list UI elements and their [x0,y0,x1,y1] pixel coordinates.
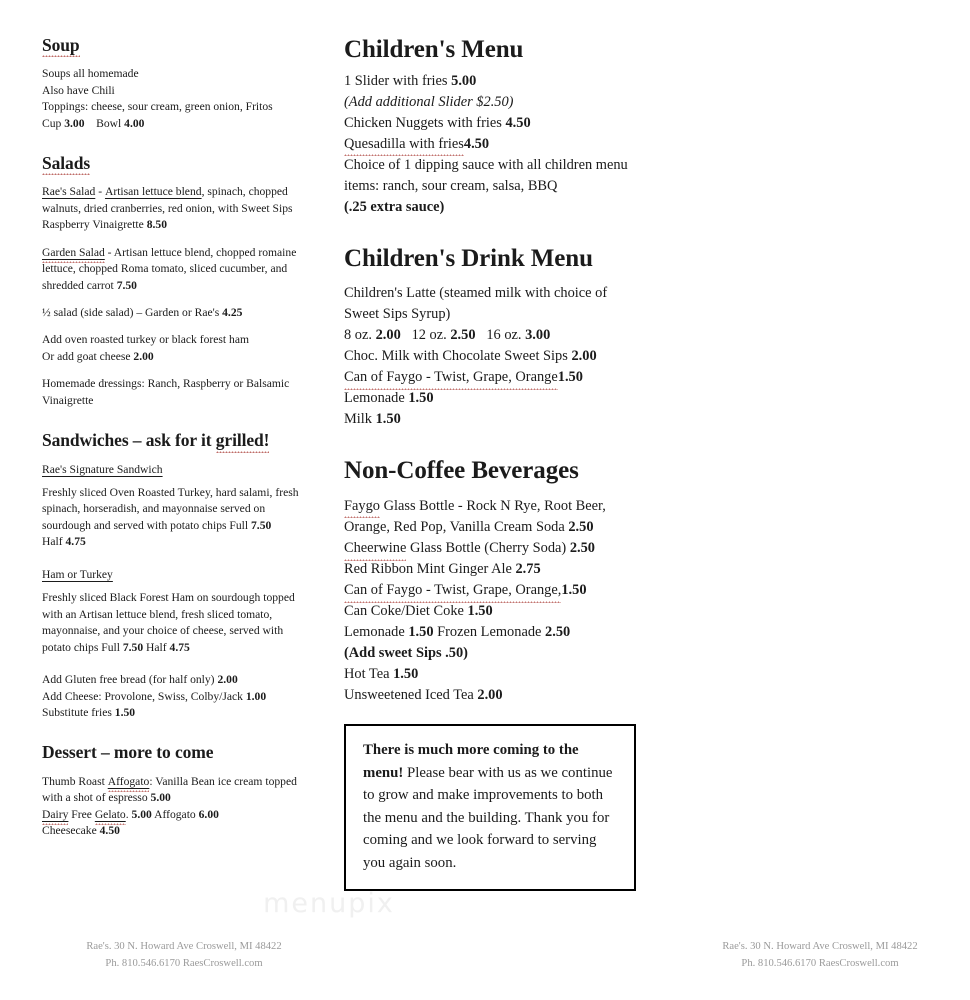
latte-size-8oz-label: 8 oz. [344,327,376,344]
footer-right-address: Rae's. 30 N. Howard Ave Croswell, MI 48422 [722,941,918,953]
ham-turkey-half-label: Half [143,640,170,654]
soup-bowl-price: 4.00 [124,116,145,130]
frozen-lemonade-price: 2.50 [545,624,571,641]
dipping-sauce-note: Choice of 1 dipping sauce with all children menu items: ranch, sour cream, salsa, BBQ [344,156,628,194]
gelato-price: 5.00 [131,807,152,821]
gelato-dairy: Dairy [42,807,68,823]
garden-salad-name: Garden Salad [42,245,105,261]
signature-sandwich-desc: Freshly sliced Oven Roasted Turkey, hard salami, fresh spinach, horseradish, and mayonnaise served on sourdough and served with potato chips Full [42,486,299,532]
footer-left [34,939,334,972]
choc-milk-text: Choc. Milk with Chocolate Sweet Sips [344,348,572,365]
can-coke-text: Can Coke/Diet Coke [344,603,468,620]
gelato-affogato-price: 6.00 [198,807,219,821]
raes-salad-name: Rae's Salad [42,185,96,199]
cheesecake-price: 4.50 [99,824,120,838]
non-coffee-items [344,496,636,706]
ham-turkey-name: Ham or Turkey [42,567,113,581]
notice-headline: There is much more coming to the menu! [363,742,579,781]
menu-item-raes-salad [42,184,304,233]
lemonade-text: Lemonade [344,624,409,641]
soup-cup-price: 3.00 [64,116,85,130]
gelato-affogato-label: Affogato [151,807,199,821]
right-column [330,0,918,1000]
extra-fries-text: Substitute fries [42,705,115,719]
sandwiches-heading-grilled: grilled! [215,430,270,451]
latte-size-16oz-label: 16 oz. [486,327,526,344]
menupix-watermark: menupix [263,888,395,919]
childrens-drinks-items [344,283,636,430]
hot-tea-text: Hot Tea [344,666,394,683]
cheerwine-desc: Glass Bottle (Cherry Soda) [406,540,570,556]
section-heading-dessert [42,743,304,762]
menu-item-half-salad [42,305,304,321]
section-heading-childrens-drinks: Children's Drink Menu [344,244,593,272]
salad-addons [42,332,304,365]
menu-item-signature-sandwich [42,462,304,478]
additional-slider-note: (Add additional Slider $2.50) [344,93,514,110]
choc-milk-price: 2.00 [571,348,597,365]
section-heading-soup [42,36,304,55]
soup-details [42,66,304,132]
gelato-free: Free [68,807,95,821]
can-coke-price: 1.50 [467,603,493,620]
signature-sandwich-name: Rae's Signature Sandwich [42,462,163,476]
left-column [0,0,330,1000]
latte-size-8oz-price: 2.00 [375,327,401,344]
raes-salad-price: 8.50 [146,218,167,232]
ginger-ale-price: 2.75 [515,561,541,578]
ham-turkey-full-price: 7.50 [122,640,144,654]
extra-fries-price: 1.50 [114,705,136,719]
salad-addon-meat: Add oven roasted turkey or black forest ham [42,333,250,347]
kids-lemonade-text: Lemonade [344,390,409,407]
gelato-name: Gelato [95,807,126,823]
soup-line-1: Soups all homemade [42,67,139,81]
extra-cheese-text: Add Cheese: Provolone, Swiss, Colby/Jack [42,689,246,703]
soup-bowl-label: Bowl [96,116,122,130]
menu-item-ham-or-turkey [42,567,304,583]
half-salad-price: 4.25 [222,306,243,320]
footer-right-contact: Ph. 810.546.6170 RaesCroswell.com [741,957,899,969]
affogato-price: 5.00 [150,791,171,805]
quesadilla-text: Quesadilla with fries [344,134,464,155]
footer-right [670,939,970,972]
salad-dressings: Homemade dressings: Ranch, Raspberry or Balsamic Vinaigrette [42,377,290,407]
extra-sauce-note: (.25 extra sauce) [344,198,445,215]
quesadilla-price: 4.50 [463,135,490,152]
soup-line-3: Toppings: cheese, sour cream, green onion, Fritos [42,100,273,114]
signature-sandwich-half-label: Half [42,535,66,549]
cheerwine-brand: Cheerwine [344,538,406,559]
section-heading-sandwiches [42,431,304,450]
salad-addon-goat-cheese-price: 2.00 [133,349,154,363]
ham-turkey-desc: Freshly sliced Black Forest Ham on sourdough topped with an Artisan lettuce blend, fresh sliced tomato, mayonnaise, and your choice of cheese, served with potato chips Full [42,591,295,654]
signature-sandwich-description [42,485,304,551]
soup-heading-text: Soup [42,35,80,55]
cheerwine-price: 2.50 [569,540,595,556]
raes-salad-lettuce: Artisan lettuce blend [104,185,202,199]
childrens-latte-desc: Children's Latte (steamed milk with choice of Sweet Sips Syrup) [344,285,608,323]
section-heading-childrens-menu: Children's Menu [344,36,524,63]
kids-faygo-price: 1.50 [557,369,583,386]
can-faygo-text: Can of Faygo - Twist, Grape, Orange, [344,580,561,601]
latte-size-12oz-price: 2.50 [450,327,476,344]
sandwiches-heading-text: Sandwiches – ask for it [42,430,216,451]
nuggets-text: Chicken Nuggets with fries [344,114,506,131]
salads-heading-text: Salads [42,153,91,174]
dessert-heading-text: Dessert – more to come [42,742,214,763]
notice-box [344,724,636,891]
raes-salad-sep: - [95,185,105,199]
slider-text: 1 Slider with fries [344,72,452,89]
cheesecake-text: Cheesecake [42,824,100,838]
soup-cup-label: Cup [42,116,62,130]
can-faygo-price: 1.50 [561,582,587,599]
childrens-menu-items [344,71,636,218]
menu-item-garden-salad [42,245,304,294]
latte-size-12oz-label: 12 oz. [411,327,451,344]
gelato-sep: . [125,807,132,821]
dessert-items [42,774,304,840]
raes-salad-desc: , spinach, chopped walnuts, dried cranberries, red onion, with Sweet Sips Raspberry Vinaigrette [42,185,293,232]
half-salad-text: ½ salad (side salad) – Garden or Rae's [42,306,223,320]
kids-milk-price: 1.50 [375,411,401,428]
nuggets-price: 4.50 [505,114,531,131]
garden-salad-desc: - Artisan lettuce blend, chopped romaine lettuce, chopped Roma tomato, sliced cucumber, and shredded carrot [42,245,297,292]
section-heading-non-coffee: Non-Coffee Beverages [344,457,579,485]
soup-line-2: Also have Chili [42,83,115,97]
kids-milk-text: Milk [344,411,376,428]
signature-sandwich-full-price: 7.50 [251,518,272,532]
affogato-prefix: Thumb Roast [42,774,108,788]
ham-turkey-description [42,590,304,656]
garden-salad-price: 7.50 [116,278,137,292]
faygo-bottle-brand: Faygo [344,496,380,517]
salad-addon-goat-cheese: Or add goat cheese [42,349,134,363]
slider-price: 5.00 [451,72,477,89]
frozen-lemonade-label: Frozen Lemonade [433,624,546,641]
ginger-ale-text: Red Ribbon Mint Ginger Ale [344,561,516,578]
affogato-name: Affogato [108,774,150,790]
faygo-bottle-price: 2.50 [568,518,594,535]
ham-turkey-half-price: 4.75 [169,640,190,654]
sandwich-extras [42,672,304,721]
kids-lemonade-price: 1.50 [408,390,434,407]
notice-body: Please bear with us as we continue to grow and make improvements to both the menu and the building. Thank you for coming and we look forward to serving you again soon. [363,764,613,871]
footer-left-address: Rae's. 30 N. Howard Ave Croswell, MI 48422 [86,941,282,953]
extra-gluten-free-text: Add Gluten free bread (for half only) [42,673,218,687]
affogato-desc: : Vanilla Bean ice cream topped with a shot of espresso [42,774,297,805]
latte-size-16oz-price: 3.00 [525,327,551,344]
iced-tea-text: Unsweetened Iced Tea [344,687,478,704]
lemonade-price: 1.50 [408,624,434,641]
kids-faygo-text: Can of Faygo - Twist, Grape, Orange [344,367,558,388]
faygo-bottle-desc: Glass Bottle - Rock N Rye, Root Beer, Orange, Red Pop, Vanilla Cream Soda [344,497,606,535]
section-heading-salads [42,154,304,173]
extra-cheese-price: 1.00 [245,689,267,703]
iced-tea-price: 2.00 [477,687,503,704]
hot-tea-price: 1.50 [393,666,419,683]
footer-left-contact: Ph. 810.546.6170 RaesCroswell.com [105,957,263,969]
signature-sandwich-half-price: 4.75 [65,535,86,549]
extra-gluten-free-price: 2.00 [217,673,238,687]
add-sweet-sips-note: (Add sweet Sips .50) [344,645,468,662]
